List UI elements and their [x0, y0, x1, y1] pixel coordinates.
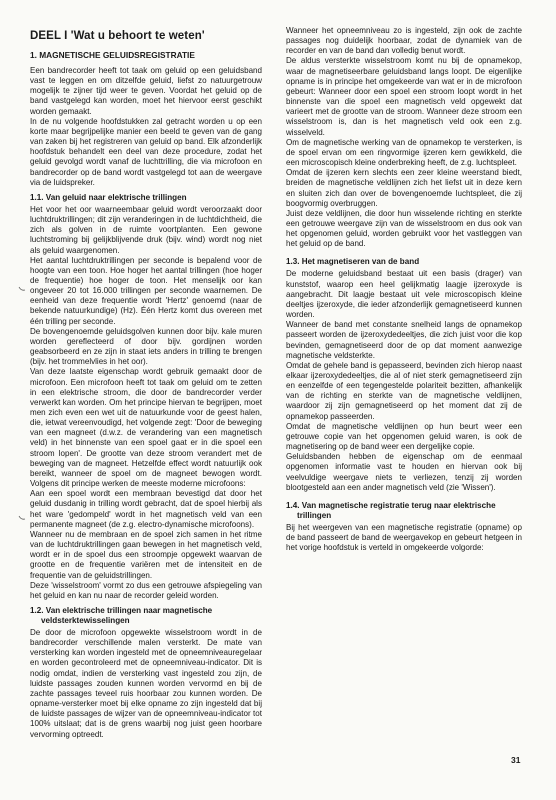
section-1-2-heading-line1: 1.2. Van elektrische trillingen naar magnetische	[30, 605, 213, 615]
margin-tick-mark	[18, 286, 26, 292]
paragraph: De moderne geluidsband bestaat uit een basis (drager) van kunststof, waarop een heel gelijkmatig laagje ijzeroxyde is aangebracht. Dit laagje bestaat uit vele microscopisch kleine deeltjes ijzeroxyde, die ieder afzonderlijk gemagnetiseerd kunnen worden.	[286, 269, 522, 320]
section-1-2-heading	[30, 606, 262, 626]
section-1-heading: 1. MAGNETISCHE GELUIDSREGISTRATIE	[30, 50, 195, 60]
paragraph: Het voor het oor waarneembaar geluid wordt veroorzaakt door luchtdruktrillingen; dit zijn veranderingen in de luchtdichtheid, die zich als golven in de ruimte voortplanten. Een gewone luchtstroming bij gelijkblijvende druk (bijv. wind) wordt nog niet als geluid waargenomen.	[30, 204, 262, 255]
paragraph: De bovengenoemde geluidsgolven kunnen door bijv. kale muren worden gereflecteerd of door bijv. gordijnen worden geabsorbeerd en ze zijn in staat iets anders in trilling te brengen (bijv. het trommelvlies in het oor).	[30, 326, 262, 367]
paragraph: Omdat de ijzeren kern slechts een zeer kleine weerstand biedt, breiden de magnetische veldlijnen zich het liefst uit in deze kern en sluiten zich dan over de bovengenoemde luchtspleet, die zij boogvormig overbruggen.	[286, 168, 522, 208]
section-1-2-heading-line2: veldsterktewisselingen	[41, 615, 130, 625]
paragraph: Wanneer de band met constante snelheid langs de opnamekop passeert worden de ijzeroxydedeeltjes, die zich juist voor die kop bevinden, gemagnetiseerd door de op dat moment aanwezige magnetische veldsterkte.	[286, 320, 522, 360]
page-number: 31	[511, 755, 521, 765]
paragraph: De aldus versterkte wisselstroom komt nu bij de opnamekop, waar de magnetiseerbare geluidsband langs loopt. De eigenlijke opname is in principe het omgekeerde van wat er in de microfoon gebeurt: Wanneer door een spoel een stroom loopt wordt in het binnenste van die spoel een magnetisch veld opgewekt dat varieert met de grootte van de stroom. Wanneer deze stroom een wisselstroom is, dan is het magnetisch veld ook een z.g. wisselveld.	[286, 56, 522, 137]
paragraph: Omdat de gehele band is gepasseerd, bevinden zich hierop naast elkaar ijzeroxydedeeltjes, die al of niet sterk gemagnetiseerd zijn en eenzelfde of een tegengestelde polariteit bezitten, afhankelijk van de richting en sterkte van de magnetische veldlijnen, waardoor zij zijn gemagnetiseerd op het moment dat zij de opnamekop passeerden.	[286, 360, 522, 421]
section-1-4-heading	[286, 501, 522, 521]
section-1-3-heading: 1.3. Het magnetiseren van de band	[286, 257, 420, 267]
paragraph: In de nu volgende hoofdstukken zal getracht worden u op een korte maar begrijpelijke manier een beeld te geven van de gang van zaken bij het registreren van geluid op band. Elk afzonderlijk hoofdstuk behandelt een deel van deze procedure, zodat het geluid gevolgd wordt vanaf de luchttrilling, die via microfoon en bandrecorder op de band wordt vastgelegd tot aan de weergave via de luidspreker.	[30, 116, 262, 187]
paragraph: Een bandrecorder heeft tot taak om geluid op een geluidsband vast te leggen en om ditzelfde geluid, liefst zo natuurgetrouw mogelijk te zijner tijd weer te geven. Voordat het geluid op de band vastgelegd kan worden, moet het hiervoor eerst geschikt worden gemaakt.	[30, 66, 262, 116]
paragraph: Wanneer het opneemniveau zo is ingesteld, zijn ook de zachte passages nog duidelijk hoorbaar, zodat de dynamiek van de recorder en van de band dan volledig benut wordt.	[286, 26, 522, 56]
paragraph: Geluidsbanden hebben de eigenschap om de eenmaal opgenomen informatie vast te houden en hiervan ook bij veelvuldige weergave niets te verliezen, tenzij zij worden blootgesteld aan een ander magnetisch veld (zie 'Wissen').	[286, 452, 522, 492]
margin-tick-mark	[18, 515, 26, 521]
right-column	[286, 26, 522, 553]
page-title: DEEL I 'Wat u behoort te weten'	[30, 30, 205, 42]
section-1-4-heading-line1: 1.4. Van magnetische registratie terug naar elektrische	[286, 500, 496, 510]
left-column	[30, 30, 262, 740]
paragraph: Het aantal luchtdruktrillingen per seconde is bepalend voor de hoogte van een toon. Hoe hoger het aantal trillingen (hoe hoger de frequentie) hoe hoger de toon. Het menselijk oor kan ongeveer 20 tot 16.000 trillingen per seconde waarnemen. De eenheid van deze frequentie wordt 'Hertz' genoemd (naar de bekende natuurkundige) (Hz). Één Hertz komt dus overeen met één trilling per seconde.	[30, 255, 262, 326]
paragraph: Deze 'wisselstroom' vormt zo dus een getrouwe afspiegeling van het geluid en kan nu naar de recorder geleid worden.	[30, 580, 262, 600]
paragraph: Aan een spoel wordt een membraan bevestigd dat door het geluid dusdanig in trilling wordt gebracht, dat de spoel hierbij als het ware 'gedompeld' wordt in het magnetisch veld van een permanente magneet (de z.g. electro-dynamische microfoons).	[30, 489, 262, 529]
paragraph: De door de microfoon opgewekte wisselstroom wordt in de bandrecorder verschillende malen versterkt. De mate van versterking kan worden ingesteld met de opneemniveauregelaar en worden gecontroleerd met de opneemniveau-indicator. Dit is nodig omdat, indien de versterking vast ingesteld zou zijn, de luidste passages zouden kunnen worden vervormd en bij de zachte passages teveel ruis hoorbaar zou kunnen worden. De opname-versterker moet bij elke opname zo zijn ingesteld dat bij de luidste passages de wijzer van de opneemniveau-indicator tot 100% uitslaat; dat is de grens waarbij nog juist geen hoorbare vervorming optreedt.	[30, 627, 262, 739]
paragraph: Wanneer nu de membraan en de spoel zich samen in het ritme van de luchtdruktrillingen gaan bewegen in het magnetisch veld, wordt er in de spoel dus een stroompje opgewekt waarvan de grootte en de frequentie variëren met de intensiteit en de frequentie van de geluidstrillingen.	[30, 529, 262, 580]
paragraph: Juist deze veldlijnen, die door hun wisselende richting en sterkte een getrouwe weergave zijn van de wisselstroom en dus ook van het opgenomen geluid, worden gebruikt voor het vastleggen van het geluid op de band.	[286, 208, 522, 249]
paragraph: Om de magnetische werking van de opnamekop te versterken, is de spoel ervan om een ringvormige ijzeren kern gewikkeld, die een microscopisch kleine onderbreking heeft, de z.g. luchtspleet.	[286, 137, 522, 168]
section-1-1-heading: 1.1. Van geluid naar elektrische trillingen	[30, 192, 187, 202]
paragraph: Omdat de magnetische veldlijnen op hun beurt weer een getrouwe copie van het opgenomen geluid waren, is ook de magnetisering op de band weer een dergelijke copie.	[286, 421, 522, 452]
section-1-4-heading-line2: trillingen	[297, 510, 332, 520]
paragraph: Van deze laatste eigenschap wordt gebruik gemaakt door de microfoon. Een microfoon heeft tot taak om geluid om te zetten in een elektrische stroom, die door de bandrecorder verder verwerkt kan worden. Om het principe hiervan te begrijpen, moet men zich even een wet uit de natuurkunde voor de geest halen, die, ietwat vereenvoudigd, het volgende zegt: 'Door de beweging van een magneet (d.w.z. de verandering van een magnetisch veld) in het binnenste van een spoel gaat er in die spoel een stroom lopen'. De grootte van deze stroom verandert met de beweging van de magneet. Hetzelfde effect wordt natuurlijk ook bereikt, wanneer de spoel om de magneet bewogen wordt. Volgens dit principe werken de meeste moderne microfoons:	[30, 367, 262, 489]
paragraph: Bij het weergeven van een magnetische registratie (opname) op de band passeert de band de weergavekop en gebeurt hetgeen in het vorige hoofdstuk is verteld in omgekeerde volgorde:	[286, 522, 522, 553]
